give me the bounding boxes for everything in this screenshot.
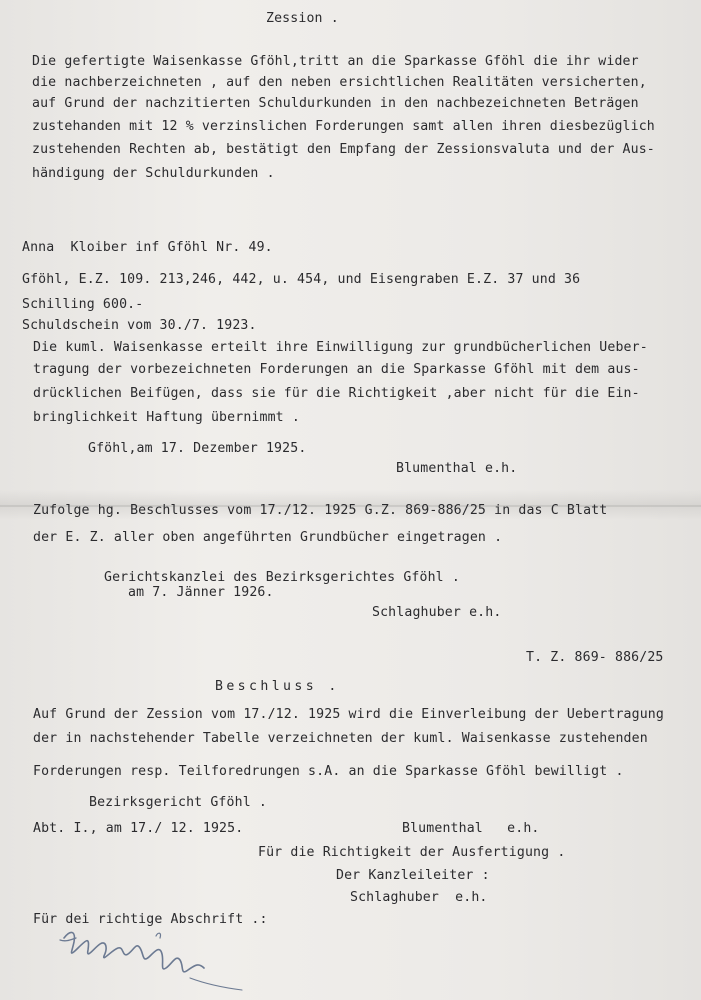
court-name: Bezirksgericht Gföhl .: [89, 795, 267, 810]
debtor-name: Anna Kloiber inf Gföhl Nr. 49.: [22, 240, 273, 255]
consent-line-1: Die kuml. Waisenkasse erteilt ihre Einwilligung zur grundbücherlichen Ueber-: [33, 340, 648, 355]
intro-line-5: zustehenden Rechten ab, bestätigt den Empfang der Zessionsvaluta und der Aus-: [32, 142, 655, 157]
registration-line-2: der E. Z. aller oben angeführten Grundbücher eingetragen .: [33, 530, 503, 545]
resolution-line-2: der in nachstehender Tabelle verzeichneten der kuml. Waisenkasse zustehenden: [33, 731, 648, 746]
court-office: Gerichtskanzlei des Bezirksgerichtes Gföhl .: [104, 570, 460, 585]
document-title: Zession .: [266, 11, 339, 26]
signature-1: Blumenthal e.h.: [396, 461, 518, 476]
place-date-1: Gföhl,am 17. Dezember 1925.: [88, 441, 307, 456]
copy-note: Für dei richtige Abschrift .:: [33, 912, 268, 927]
resolution-line-1: Auf Grund der Zession vom 17./12. 1925 wird die Einverleibung der Uebertragung: [33, 707, 664, 722]
intro-line-6: händigung der Schuldurkunden .: [32, 166, 275, 181]
consent-line-2: tragung der vorbezeichneten Forderungen an die Sparkasse Gföhl mit dem aus-: [33, 362, 640, 377]
resolution-title: Beschluss .: [215, 679, 340, 694]
department-date: Abt. I., am 17./ 12. 1925.: [33, 821, 244, 836]
intro-line-4: zustehanden mit 12 % verzinslichen Forderungen samt allen ihren diesbezüglich: [32, 119, 655, 134]
certification-line-2: Der Kanzleileiter :: [336, 868, 490, 883]
signature-2: Schlaghuber e.h.: [372, 605, 502, 620]
consent-line-3: drücklichen Beifügen, dass sie für die Richtigkeit ,aber nicht für die Ein-: [33, 386, 640, 401]
reference-number: T. Z. 869- 886/25: [526, 650, 664, 665]
court-date: am 7. Jänner 1926.: [128, 585, 274, 600]
debtor-amount: Schilling 600.-: [22, 297, 144, 312]
registration-line-1: Zufolge hg. Beschlusses vom 17./12. 1925 G.Z. 869-886/25 in das C Blatt: [33, 503, 608, 518]
intro-line-1: Die gefertigte Waisenkasse Gföhl,tritt an die Sparkasse Gföhl die ihr wider: [32, 54, 639, 69]
consent-line-4: bringlichkeit Haftung übernimmt .: [33, 410, 300, 425]
handwritten-signature: [56, 918, 246, 998]
intro-line-2: die nachberzeichneten , auf den neben ersichtlichen Realitäten versicherten,: [32, 75, 647, 90]
certification-line-3: Schlaghuber e.h.: [350, 890, 488, 905]
resolution-line-3: Forderungen resp. Teilforedrungen s.A. an die Sparkasse Gföhl bewilligt .: [33, 764, 624, 779]
signature-3: Blumenthal e.h.: [402, 821, 540, 836]
intro-line-3: auf Grund der nachzitierten Schuldurkunden in den nachbezeichneten Beträgen: [32, 96, 639, 111]
certification-line-1: Für die Richtigkeit der Ausfertigung .: [258, 845, 566, 860]
debtor-property: Gföhl, E.Z. 109. 213,246, 442, u. 454, und Eisengraben E.Z. 37 und 36: [22, 272, 581, 287]
debtor-bond: Schuldschein vom 30./7. 1923.: [22, 318, 257, 333]
